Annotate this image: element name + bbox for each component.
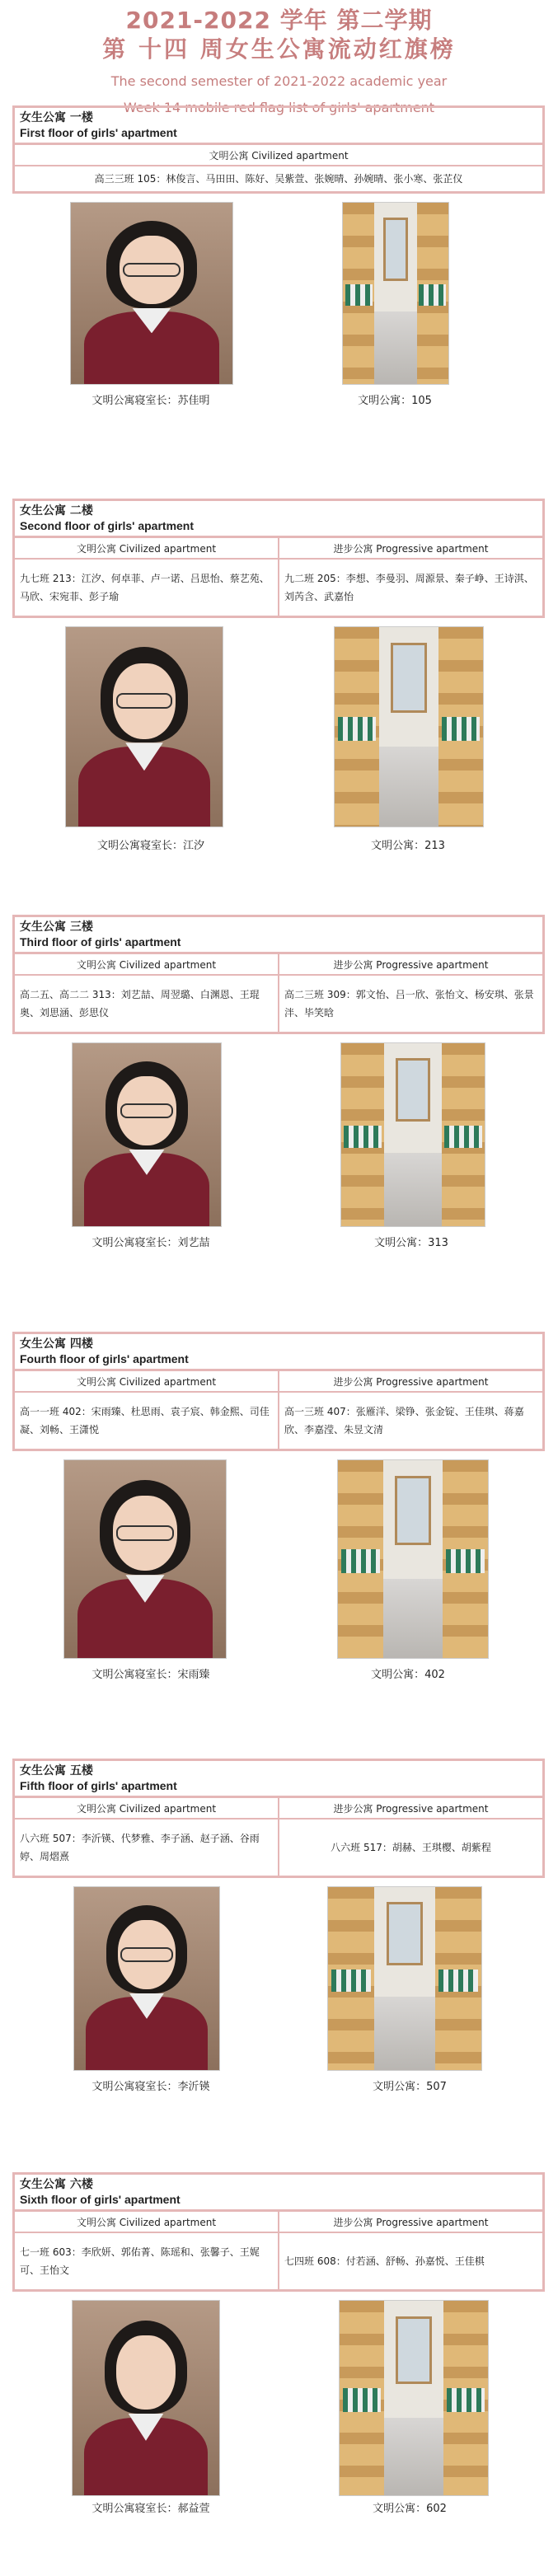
civilized-header: 文明公寓 Civilized apartment — [14, 2211, 279, 2233]
floor-title-en: Fifth floor of girls' apartment — [20, 1779, 177, 1792]
floor-4-table — [12, 1369, 545, 1451]
floor-1-table — [12, 143, 545, 194]
progressive-list: 高二三班 309：郭文怡、吕一欣、张怡文、杨安琪、张景泮、毕笑晗 — [279, 975, 544, 1033]
floor-title-en: Second floor of girls' apartment — [20, 519, 195, 532]
civilized-header: 文明公寓 Civilized apartment — [14, 1797, 279, 1820]
civilized-list: 高三三班 105：林俊言、马田田、陈好、吴紫萱、张婉晴、孙婉晴、张小寒、张芷仪 — [14, 166, 544, 193]
english-semester: The second semester of 2021-2022 academic year — [110, 73, 448, 89]
progressive-header: 进步公寓 Progressive apartment — [279, 1797, 544, 1820]
leader-caption: 文明公寓寝室长：郝益萱 — [91, 2503, 210, 2515]
floor-title-zh: 女生公寓 二楼 — [20, 504, 93, 518]
leader-caption: 文明公寓寝室长：宋雨臻 — [91, 1669, 210, 1681]
dorm-leader-photo — [65, 626, 223, 827]
dorm-leader-photo — [73, 1886, 220, 2071]
floor-5-photos — [12, 1878, 545, 2092]
progressive-header: 进步公寓 Progressive apartment — [279, 953, 544, 976]
progressive-header: 进步公寓 Progressive apartment — [279, 2211, 544, 2233]
floor-6-photos — [12, 2292, 545, 2515]
english-week: Week 14 mobile red flag list of girls' apartment — [123, 100, 435, 115]
room-caption: 文明公寓：213 — [371, 840, 445, 852]
leader-caption: 文明公寓寝室长：李沂锳 — [91, 2081, 210, 2093]
floor-title-en: First floor of girls' apartment — [20, 126, 177, 139]
progressive-header: 进步公寓 Progressive apartment — [279, 1370, 544, 1393]
floor-title-en: Fourth floor of girls' apartment — [20, 1352, 189, 1365]
floor-4-section — [12, 1332, 545, 1681]
leader-caption: 文明公寓寝室长：江汐 — [96, 840, 204, 852]
progressive-list: 高一三班 407：张雁洋、梁铮、张金锭、王佳琪、蒋嘉欣、李嘉滢、朱昱文清 — [279, 1392, 544, 1450]
dorm-leader-photo — [72, 2300, 220, 2496]
room-caption: 文明公寓：507 — [373, 2081, 447, 2093]
floor-5-table — [12, 1796, 545, 1878]
progressive-list: 九二班 205：李想、李曼羽、周源景、秦子峥、王诗淇、刘芮含、武嘉怡 — [279, 559, 544, 617]
leader-caption: 文明公寓寝室长：苏佳明 — [91, 395, 210, 407]
floor-5-title — [12, 1759, 545, 1796]
progressive-list: 八六班 517：胡赫、王琪樱、胡紫程 — [279, 1819, 544, 1877]
civilized-header: 文明公寓 Civilized apartment — [14, 1370, 279, 1393]
floor-1-photos — [12, 194, 545, 408]
dorm-leader-photo — [70, 202, 233, 385]
room-caption: 文明公寓：105 — [358, 395, 432, 407]
floor-2-section — [12, 499, 545, 852]
progressive-list: 七四班 608：付若涵、舒畅、孙嘉悦、王佳棋 — [279, 2232, 544, 2291]
floor-4-photos — [12, 1451, 545, 1681]
floor-1-section — [12, 105, 545, 408]
civilized-list: 高一一班 402：宋雨臻、杜思雨、袁子宸、韩金熙、司佳凝、刘畅、王潇悦 — [14, 1392, 279, 1450]
floor-title-zh: 女生公寓 五楼 — [20, 1764, 93, 1777]
floor-2-table — [12, 536, 545, 618]
dorm-room-photo — [327, 1886, 482, 2071]
progressive-header: 进步公寓 Progressive apartment — [279, 537, 544, 560]
floor-6-table — [12, 2209, 545, 2292]
civilized-header: 文明公寓 Civilized apartment — [14, 537, 279, 560]
floor-3-title — [12, 915, 545, 952]
floor-title-en: Sixth floor of girls' apartment — [20, 2193, 181, 2206]
civilized-header: 文明公寓 Civilized apartment — [14, 144, 544, 166]
floor-4-title — [12, 1332, 545, 1369]
floor-2-photos — [12, 618, 545, 852]
dorm-leader-photo — [72, 1042, 222, 1227]
floor-3-section — [12, 915, 545, 1248]
dorm-room-photo — [334, 626, 484, 827]
room-caption: 文明公寓：402 — [371, 1669, 445, 1681]
civilized-list: 八六班 507：李沂锳、代梦雅、李子涵、赵子涵、谷雨婷、周熠熹 — [14, 1819, 279, 1877]
floor-3-photos — [12, 1034, 545, 1248]
page-header — [0, 0, 558, 117]
dorm-room-photo — [339, 2300, 489, 2496]
leader-caption: 文明公寓寝室长：刘艺喆 — [91, 1237, 210, 1249]
civilized-list: 高二五、高二二 313：刘艺喆、周翌璐、白渊恩、王琨奥、刘思涵、彭思仪 — [14, 975, 279, 1033]
floor-title-en: Third floor of girls' apartment — [20, 935, 181, 948]
floor-2-title — [12, 499, 545, 536]
floor-6-section — [12, 2172, 545, 2515]
dorm-leader-photo — [63, 1459, 227, 1659]
floor-5-section — [12, 1759, 545, 2092]
room-caption: 文明公寓：602 — [373, 2503, 447, 2515]
page-subtitle: 第 十四 周女生公寓流动红旗榜 — [102, 35, 456, 63]
room-caption: 文明公寓：313 — [374, 1237, 448, 1249]
floor-title-zh: 女生公寓 一楼 — [20, 111, 93, 124]
civilized-list: 七一班 603：李欣妍、郭佑菁、陈瑶和、张馨子、王娓可、王怡文 — [14, 2232, 279, 2291]
floor-title-zh: 女生公寓 四楼 — [20, 1337, 93, 1351]
floor-title-zh: 女生公寓 三楼 — [20, 920, 93, 934]
dorm-room-photo — [340, 1042, 485, 1227]
civilized-list: 九七班 213：江汐、何卓菲、卢一诺、吕思怡、蔡艺苑、马欣、宋宛菲、彭子瑜 — [14, 559, 279, 617]
floor-3-table — [12, 952, 545, 1034]
floor-1-title — [12, 105, 545, 143]
floor-title-zh: 女生公寓 六楼 — [20, 2178, 93, 2191]
civilized-header: 文明公寓 Civilized apartment — [14, 953, 279, 976]
dorm-room-photo — [337, 1459, 489, 1659]
floor-6-title — [12, 2172, 545, 2209]
page-title: 2021-2022 学年 第二学期 — [125, 7, 433, 34]
dorm-room-photo — [342, 202, 449, 385]
